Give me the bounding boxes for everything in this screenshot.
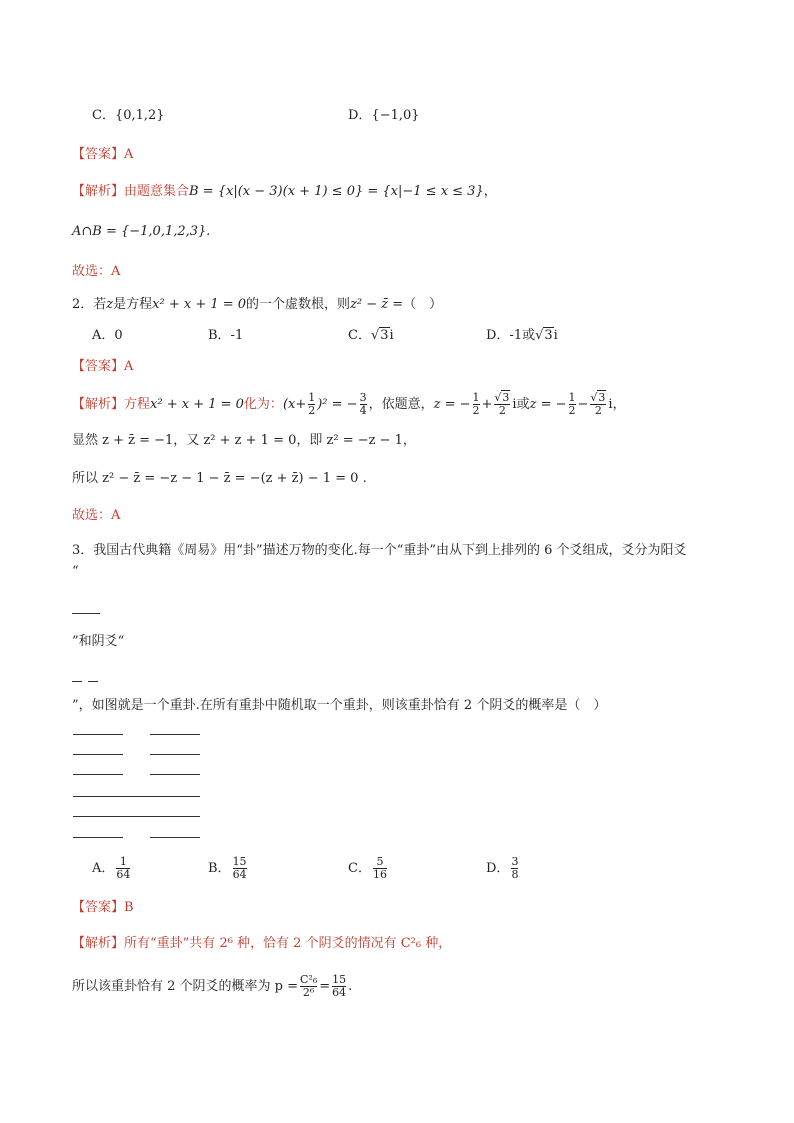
expression: (x+: [282, 397, 307, 412]
q1-conclusion: 故选：A: [72, 264, 121, 279]
yang-yao-symbol: [72, 613, 100, 614]
q1-analysis-line-1: [72, 182, 497, 202]
yin-yao-symbol-right: [88, 681, 98, 682]
radicand: 3: [502, 391, 510, 404]
option-label: D．-1或: [486, 328, 536, 343]
radicand: 3: [598, 391, 606, 404]
denominator: 64: [232, 868, 247, 881]
analysis-text: i或: [512, 397, 530, 412]
blank-paren: （ ）: [403, 297, 443, 312]
option-fraction: [511, 856, 518, 881]
q1-analysis-line-2: A∩B = {−1,0,1,2,3}.: [72, 224, 211, 239]
operator: +: [481, 397, 493, 412]
numerator: 1: [472, 391, 480, 404]
numerator: 5: [376, 855, 384, 868]
numerator: 15: [232, 855, 247, 868]
q3-stem-open-quote: “: [72, 564, 79, 579]
q3-option-a: [92, 853, 132, 885]
hexagram-line-6-right: [150, 837, 200, 838]
equation: x² + x + 1 = 0: [152, 297, 247, 312]
analysis-tag: 【解析】: [72, 936, 125, 951]
radicand: 3: [544, 328, 553, 343]
stem-text: 是方程: [113, 297, 153, 312]
analysis-text: 所以该重卦恰有 2 个阴爻的概率为 p =: [72, 979, 299, 994]
denominator: 64: [332, 986, 347, 999]
option-fraction: [373, 856, 387, 881]
option-label: D．: [486, 861, 510, 876]
imag-unit: i: [389, 328, 394, 343]
numerator: 3: [359, 391, 367, 404]
option-fraction: [233, 856, 247, 881]
var-z: z: [106, 297, 114, 312]
analysis-text: 所有“重卦”共有 2⁶ 种，恰有 2 个阴爻的情况有 C²₆ 种，: [124, 936, 452, 951]
q2-option-d: D．-1或√3i: [486, 328, 558, 343]
result-fraction: [332, 974, 346, 999]
expression: z = −: [529, 397, 567, 412]
analysis-text: 方程: [124, 397, 151, 412]
denominator: 64: [116, 868, 131, 881]
hexagram-line-1-right: [150, 734, 200, 735]
hexagram-line-4-solid: [73, 796, 200, 797]
denominator: 2: [498, 404, 506, 417]
hexagram-line-5-solid: [73, 816, 200, 817]
hexagram-line-3-right: [150, 774, 200, 775]
denominator: 16: [372, 868, 387, 881]
stem-text: 的一个虚数根，则: [246, 297, 351, 312]
answer-value: A: [124, 359, 134, 374]
q2-number: 2．若: [72, 297, 107, 312]
numerator: 1: [308, 391, 316, 404]
hexagram-line-2-left: [73, 754, 123, 755]
punctuation: .: [348, 979, 353, 994]
option-label: C．: [348, 328, 371, 343]
q3-stem-line-3: ”，如图就是一个重卦.在所有重卦中随机取一个重卦，则该重卦恰有 2 个阴爻的概率是（ ）: [72, 698, 607, 713]
analysis-tag: 【解析】: [72, 397, 125, 412]
q1-option-c: C．{0,1,2}: [92, 108, 165, 123]
option-label: C．: [348, 861, 371, 876]
hexagram-line-2-right: [150, 754, 200, 755]
answer-value: B: [124, 900, 134, 915]
fraction-half: [473, 392, 480, 417]
operator: =: [319, 979, 331, 994]
numerator: 1: [119, 855, 127, 868]
denominator: 2: [594, 404, 602, 417]
hexagram-line-3-left: [73, 774, 123, 775]
analysis-text: i，: [608, 397, 626, 412]
imag-unit: i: [553, 328, 558, 343]
hexagram-line-6-left: [73, 837, 123, 838]
q2-analysis-line-1: [72, 390, 626, 420]
punctuation: ，: [483, 184, 497, 199]
denominator: 2⁶: [302, 986, 315, 999]
answer-tag: 【答案】: [72, 900, 125, 915]
q2-answer: [72, 357, 133, 377]
q3-answer: [72, 898, 134, 918]
q3-option-b: [208, 853, 249, 885]
numerator: √3: [494, 391, 510, 404]
probability-fraction: [300, 974, 317, 999]
numerator: √3: [590, 391, 606, 404]
numerator: 1: [568, 391, 576, 404]
q3-stem-line-2: ”和阴爻“: [72, 634, 125, 649]
q3-analysis-line-2: [72, 970, 352, 1004]
q2-option-a: A．0: [92, 328, 123, 343]
q1-answer: [72, 145, 133, 165]
analysis-text: ，依题意，: [368, 397, 434, 412]
answer-tag: 【答案】: [72, 359, 125, 374]
fraction-root3-half: [494, 392, 510, 417]
analysis-text: 化为：: [243, 397, 283, 412]
answer-value: A: [124, 147, 134, 162]
q3-stem-line-1: 3．我国古代典籍《周易》用“卦”描述万物的变化.每一个“重卦”由从下到上排列的 6 个爻组成，爻分为阳爻: [72, 543, 687, 558]
numerator: 15: [332, 973, 347, 986]
fraction-half: [308, 392, 315, 417]
fraction-root3-half: [590, 392, 606, 417]
expression: z = −: [433, 397, 471, 412]
q3-analysis-line-1: [72, 934, 451, 954]
denominator: 2: [568, 404, 576, 417]
q2-analysis-line-2: 显然 z + z̄ = −1，又 z² + z + 1 = 0，即 z² = −z − 1，: [72, 433, 416, 448]
analysis-text: 由题意集合: [124, 184, 190, 199]
q2-analysis-line-3: 所以 z² − z̄ = −z − 1 − z̄ = −(z + z̄) − 1 = 0 .: [72, 471, 367, 486]
yin-yao-symbol-left: [72, 681, 82, 682]
set-b-expression: B = {x|(x − 3)(x + 1) ≤ 0} = {x|−1 ≤ x ≤ 3}: [189, 184, 484, 199]
option-label: A．: [92, 861, 115, 876]
analysis-tag: 【解析】: [72, 184, 125, 199]
numerator: 3: [511, 855, 519, 868]
denominator: 2: [308, 404, 316, 417]
q2-option-c: C．√3i: [348, 328, 394, 343]
q2-option-b: B．-1: [208, 328, 244, 343]
q3-option-c: [348, 853, 389, 885]
option-label: B．: [208, 861, 231, 876]
denominator: 4: [359, 404, 367, 417]
q2-conclusion: 故选：A: [72, 508, 121, 523]
q2-stem: [72, 295, 442, 315]
fraction-three-quarters: [360, 392, 367, 417]
expression: z² − z̄ =: [350, 297, 404, 312]
answer-tag: 【答案】: [72, 147, 125, 162]
denominator: 2: [472, 404, 480, 417]
numerator: C²₆: [300, 973, 318, 986]
equation: x² + x + 1 = 0: [150, 397, 244, 412]
denominator: 8: [511, 868, 519, 881]
operator: −: [577, 397, 589, 412]
q3-option-d: [486, 853, 520, 885]
fraction-half: [569, 392, 576, 417]
expression: )² = −: [317, 397, 358, 412]
radicand: 3: [380, 328, 389, 343]
q1-option-d: D．{−1,0}: [348, 108, 420, 123]
hexagram-line-1-left: [73, 734, 123, 735]
option-fraction: [116, 856, 130, 881]
